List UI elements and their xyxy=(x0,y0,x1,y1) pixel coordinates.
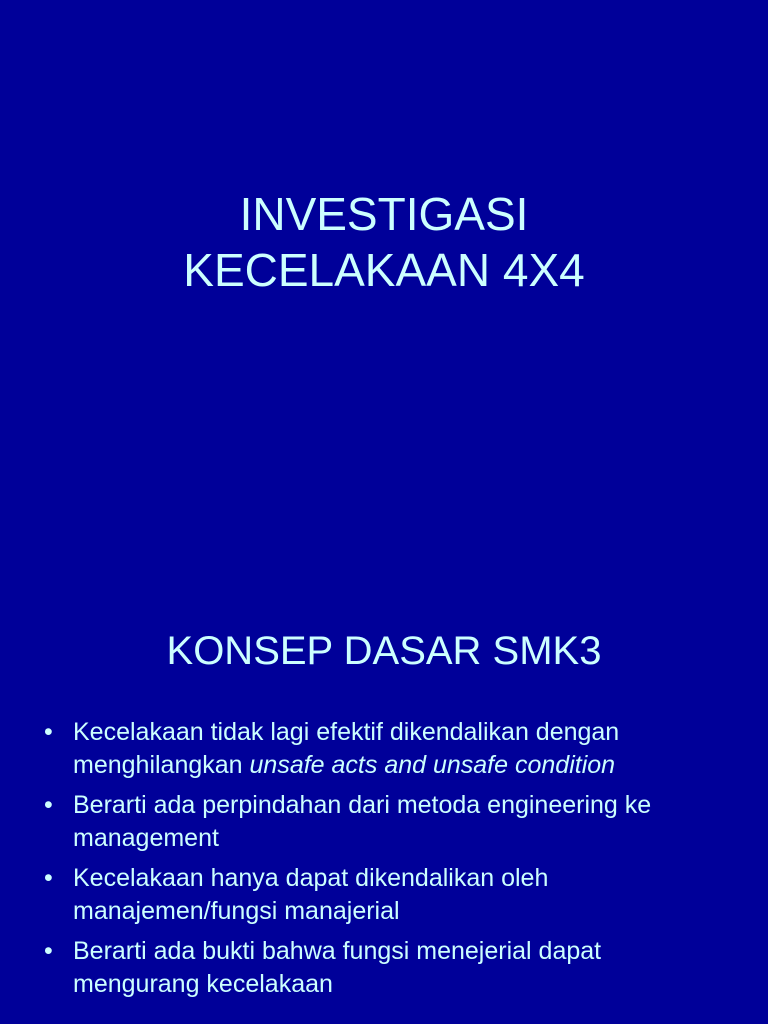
content-slide xyxy=(0,576,768,1024)
bullet-dot-icon: • xyxy=(44,937,53,965)
bullet-text: Berarti ada perpindahan dari metoda engineering ke management xyxy=(73,791,652,852)
title-line-2: KECELAKAAN 4X4 xyxy=(183,244,585,296)
bullet-item xyxy=(40,862,730,928)
bullet-dot-icon: • xyxy=(44,864,53,892)
bullet-list xyxy=(40,716,730,1008)
bullet-dot-icon: • xyxy=(44,718,53,746)
bullet-dot-icon: • xyxy=(44,791,53,819)
slide-title xyxy=(0,186,768,298)
bullet-item xyxy=(40,789,730,855)
bullet-italic-text: unsafe acts and unsafe condition xyxy=(249,751,616,779)
title-line-1: INVESTIGASI xyxy=(239,188,529,240)
bullet-text: Kecelakaan hanya dapat dikendalikan oleh manajemen/fungsi manajerial xyxy=(73,864,549,925)
slide-heading: KONSEP DASAR SMK3 xyxy=(166,629,602,673)
bullet-text: Kecelakaan tidak lagi efektif dikendalikan dengan menghilangkan xyxy=(73,718,620,779)
bullet-item xyxy=(40,716,730,782)
bullet-text: Berarti ada bukti bahwa fungsi menejerial dapat mengurang kecelakaan xyxy=(73,937,602,998)
bullet-item xyxy=(40,935,730,1001)
